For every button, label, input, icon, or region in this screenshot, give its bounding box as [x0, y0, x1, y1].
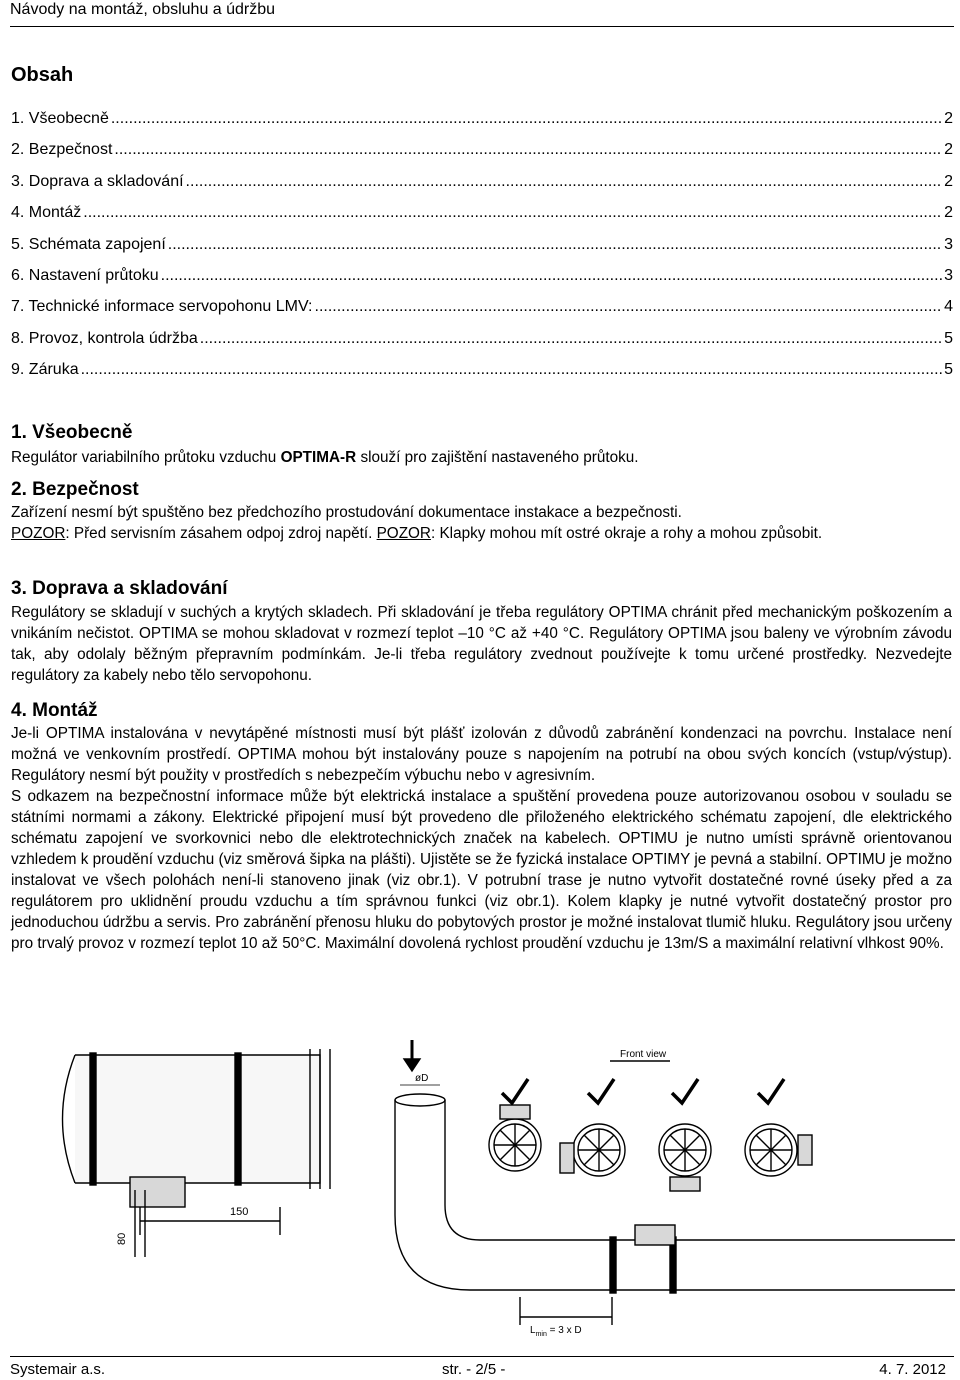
- toc-item-page: 2: [944, 141, 953, 159]
- toc-heading: Obsah: [11, 64, 74, 86]
- section-heading: 3. Doprava a skladování: [11, 578, 228, 599]
- section-transport: [11, 577, 952, 686]
- warning-label: POZOR: [11, 525, 66, 542]
- footer-page-number: str. - 2/5 -: [442, 1361, 506, 1378]
- toc-item[interactable]: [11, 140, 953, 171]
- toc-leader: [81, 360, 943, 380]
- toc-item-label: 4. Montáž: [11, 204, 82, 222]
- dimension-150: 150: [230, 1206, 249, 1218]
- damper-front-view-icons: [489, 1105, 812, 1191]
- toc-leader: [161, 266, 942, 286]
- page-footer: [10, 1356, 954, 1380]
- toc-item-label: 9. Záruka: [11, 361, 79, 379]
- toc-item-label: 1. Všeobecně: [11, 110, 109, 127]
- toc-item-label: 8. Provoz, kontrola údržba: [11, 329, 198, 347]
- section-text: Regulátory se skladují v suchých a krytých skladech. Při skladování je třeba regulátory OPTIMA chránit před mechanickým poškozením a vnikáním nečistot. OPTIMA se mohou skladovat v rozmezí teplot –10 °C až +40 °C. Regulátory OPTIMA jsou baleny ve výrobním závodu tak, aby odolaly běžným přepravním podmínkám. Je-li třeba regulátory zvednout používejte k tomu určené prostředky. Nezvedejte regulátory za kabely nebo tělo servopohonu.: [11, 604, 952, 684]
- toc-item-page: 3: [944, 235, 953, 253]
- toc-leader: [83, 203, 942, 223]
- installation-positions-drawing: [380, 1035, 955, 1355]
- toc-item-page: 2: [944, 110, 953, 127]
- toc-item-label: 3. Doprava a skladování: [11, 172, 184, 190]
- section-heading: 4. Montáž: [11, 700, 98, 721]
- toc-item[interactable]: [11, 203, 953, 234]
- check-mark-icon: [502, 1079, 784, 1103]
- damper-dimension-drawing: [30, 1035, 370, 1260]
- footer-company: Systemair a.s.: [10, 1361, 106, 1378]
- toc-leader: [114, 140, 942, 160]
- toc-leader: [168, 235, 942, 255]
- section-heading: 1. Všeobecně: [11, 422, 133, 443]
- toc-item-label: 2. Bezpečnost: [11, 141, 113, 159]
- toc-item-page: 4: [944, 298, 953, 316]
- toc-leader: [111, 109, 942, 129]
- toc-item-page: 5: [944, 361, 953, 379]
- text-run: slouží pro zajištění nastaveného průtoku.: [356, 449, 639, 466]
- toc-leader: [186, 172, 943, 192]
- min-length-label: $L_{min} = 3$ x D: [530, 1325, 582, 1338]
- text-run: Regulátor variabilního průtoku vzduchu: [11, 449, 281, 466]
- warning-text: [11, 523, 952, 544]
- product-name: OPTIMA-R: [280, 449, 357, 466]
- toc-item-page: 2: [944, 172, 953, 190]
- section-text: Zařízení nesmí být spuštěno bez předchozího prostudování dokumentace instakace a bezpečnosti.: [11, 504, 682, 521]
- toc-item[interactable]: [11, 172, 953, 203]
- page-header: [10, 0, 954, 27]
- dimension-80: 80: [116, 1232, 128, 1245]
- toc-item-page: 3: [944, 266, 953, 284]
- toc-item-page: 5: [944, 329, 953, 347]
- warning-label: POZOR: [376, 525, 431, 542]
- footer-date: 4. 7. 2012: [879, 1361, 946, 1378]
- toc-item[interactable]: [11, 360, 953, 391]
- toc-item[interactable]: [11, 235, 953, 266]
- table-of-contents: [11, 109, 953, 392]
- section-safety: [11, 478, 952, 544]
- header-title: Návody na montáž, obsluhu a údržbu: [10, 1, 276, 18]
- section-general: [11, 421, 952, 468]
- toc-item-label: 6. Nastavení průtoku: [11, 266, 159, 284]
- toc-leader: [200, 329, 942, 349]
- section-installation: [11, 699, 952, 954]
- toc-item-label: 5. Schémata zapojení: [11, 235, 166, 253]
- section-text: Je-li OPTIMA instalována v nevytápěné místnosti musí být plášť izolován z důvodů zabránění kondenzaci na povrchu. Instalace není možná ve venkovním prostředí. OPTIMA mohou být instalovány pouze s napojením na potrubí na obou svých koncích (vstup/výstup). Regulátory nesmí být použity v prostředích s nebezpečím výbuchu nebo v agresivním.: [11, 725, 952, 784]
- diameter-label: øD: [415, 1073, 429, 1084]
- section-text: [11, 447, 952, 468]
- toc-item[interactable]: [11, 297, 953, 328]
- toc-item[interactable]: [11, 329, 953, 360]
- toc-item-page: 2: [944, 204, 953, 222]
- section-text: S odkazem na bezpečnostní informace může být elektrická instalace a spuštění provedena pouze autorizovanou osobou v souladu se státními normami a zákony. Elektrické připojení musí být provedeno dle přiloženého elektrického schématu zapojení, dle elektrického schématu zapojení ve svorkovnici nebo dle elektrotechnických značek na kabelech. OPTIMU je nutno umísti správně orientovanou vzhledem k proudění vzduchu (viz směrová šipka na plášti). Ujistěte se že fyzická instalace OPTIMY je pevná a stabilní. OPTIMU je možno instalovat ve všech polohách není-li stanoveno jinak (viz obr.1). V potrubní trase je nutno vytvořit dostatečné rovné úseky před a za regulátorem pro uklidnění proudu vzduchu a tím správnou funkci (viz obr.1). Kolem klapky je nutné vytvořit dostatečný prostor pro jednoduchou údržbu a servis. Pro zabránění přenosu hluku do pobytových prostor je možné instalovat tlumič hluku. Regulátory jsou určeny pro trvalý provoz v rozmezí teplot 10 až 50°C. Maximální dovolená rychlost proudění vzduchu je 13m/S a maximální relativní vlhkost 90%.: [11, 788, 952, 952]
- text-run: : Před servisním zásahem odpoj zdroj napětí.: [65, 525, 377, 542]
- section-heading: 2. Bezpečnost: [11, 479, 139, 500]
- toc-item[interactable]: [11, 109, 953, 140]
- toc-item-label: 7. Technické informace servopohonu LMV:: [11, 298, 313, 316]
- toc-leader: [315, 297, 943, 317]
- text-run: : Klapky mohou mít ostré okraje a rohy a mohou způsobit.: [430, 525, 823, 542]
- front-view-label: Front view: [620, 1049, 667, 1060]
- toc-item[interactable]: [11, 266, 953, 297]
